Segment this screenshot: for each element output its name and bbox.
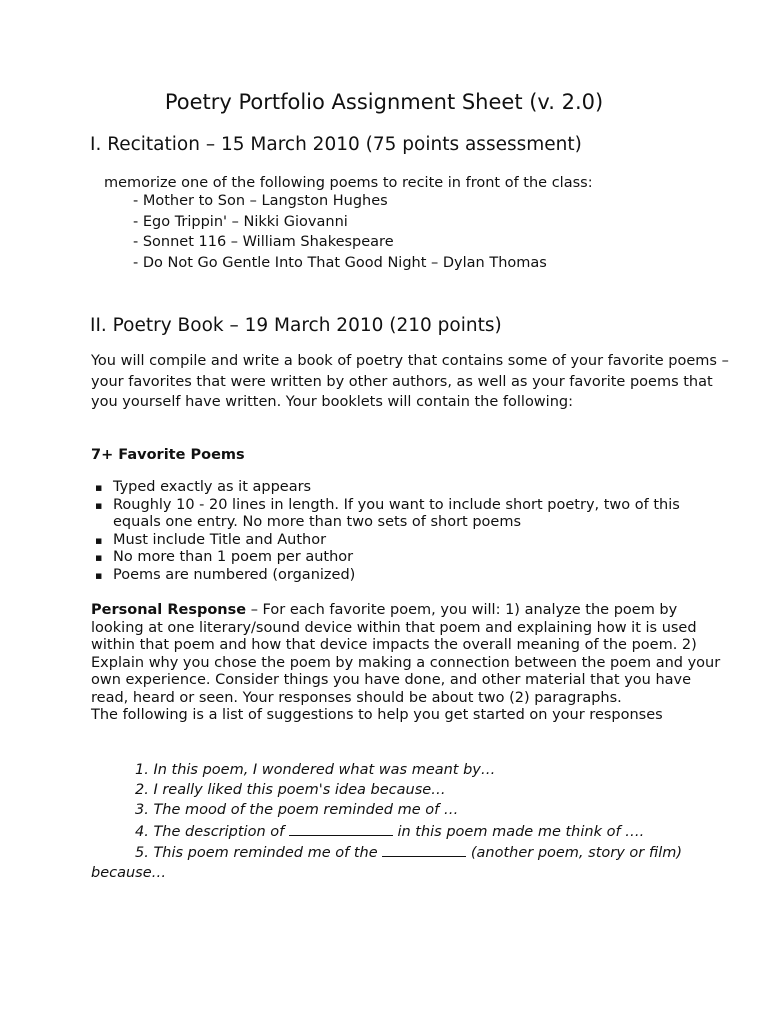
fill-in-blank — [289, 821, 393, 836]
list-item — [91, 842, 711, 883]
list-item: - Sonnet 116 – William Shakespeare — [133, 234, 394, 250]
suggestion-text: in this poem made me think of …. — [392, 823, 645, 840]
poem-list — [133, 191, 547, 273]
list-item — [95, 479, 715, 497]
list-item: - Mother to Son – Langston Hughes — [133, 193, 388, 209]
list-item: - Ego Trippin' – Nikki Giovanni — [133, 213, 348, 230]
list-item — [95, 497, 715, 532]
bullet-icon: ▪ — [95, 481, 103, 494]
personal-response-text: – For each favorite poem, you will: 1) analyze the poem by looking at one literary/sound device within that poem and explaining how it is used within that poem and how that device impacts the overall meaning of the poem. 2) Explain why you chose the poem by making a connection between the poem and your own experience. Consider things you have done, and other material that you have read, heard or seen. Your responses should be about two (2) paragraphs. — [91, 602, 721, 706]
suggestion-text: 5. This poem reminded me of the — [135, 844, 383, 861]
list-item-text: Poems are numbered (organized) — [113, 566, 356, 583]
list-item — [95, 567, 715, 585]
suggestion-text: 4. The description of — [135, 823, 289, 840]
bullet-icon: ▪ — [95, 533, 103, 547]
list-item: 1. In this poem, I wondered what was meant by… — [135, 762, 496, 778]
fill-in-blank — [382, 842, 466, 857]
favorites-heading: 7+ Favorite Poems — [91, 447, 245, 463]
bullet-icon: ▪ — [95, 568, 103, 582]
bullet-icon: ▪ — [95, 498, 103, 512]
section-heading-recitation: I. Recitation – 15 March 2010 (75 points assessment) — [90, 134, 582, 155]
poetry-book-intro: You will compile and write a book of poetry that contains some of your favorite poems – your favorites that were written by other authors, as well as your favorite poems that you yourself have written. Your booklets will contain the following: — [91, 353, 729, 410]
section-heading-poetry-book: II. Poetry Book – 19 March 2010 (210 points) — [90, 315, 502, 336]
personal-response-paragraph — [91, 602, 731, 725]
list-item-text: Must include Title and Author — [113, 531, 327, 548]
list-item: 2. I really liked this poem's idea because… — [135, 782, 446, 799]
list-item-text: No more than 1 poem per author — [113, 549, 354, 565]
list-item-text: Typed exactly as it appears — [113, 479, 312, 495]
suggestion-text: (another poem, story or film) because… — [91, 844, 683, 882]
bullet-icon: ▪ — [95, 551, 103, 564]
page-title: Poetry Portfolio Assignment Sheet (v. 2.0) — [164, 90, 604, 114]
list-item: - Do Not Go Gentle Into That Good Night – Dylan Thomas — [133, 254, 547, 271]
list-item — [95, 532, 715, 550]
list-item-text: Roughly 10 - 20 lines in length. If you want to include short poetry, two of this equals one entry. No more than two sets of short poems — [113, 496, 680, 530]
personal-response-label: Personal Response — [91, 602, 247, 618]
favorites-requirements-list — [95, 479, 715, 584]
suggestions-intro: The following is a list of suggestions to help you get started on your responses — [91, 707, 663, 723]
recitation-instructions: memorize one of the following poems to recite in front of the class: — [104, 175, 593, 191]
suggestions-list — [91, 760, 711, 883]
list-item — [95, 549, 715, 567]
list-item: 3. The mood of the poem reminded me of … — [135, 802, 459, 819]
list-item — [91, 821, 711, 842]
